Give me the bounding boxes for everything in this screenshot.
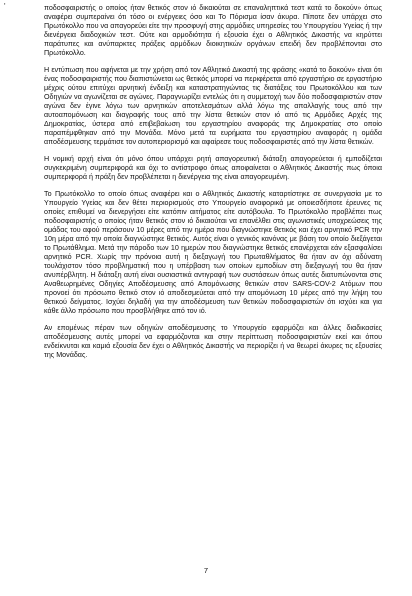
paragraph-3: Η νομική αρχή είναι ότι μόνο όπου υπάρχει ρητή απαγορευτική διάταξη απαγορεύεται ή εμποδίζεται συγκεκριμένη συμπεριφορά και όχι το αντίστροφο όπως αποφαίνεται ο Αθλητικός Δικαστής πως όποια συμπεριφορά ή πράξη δεν προβλέπεται η διενέργεια της είναι απαγορευμένη. [44, 155, 382, 181]
corner-mark: ' [4, 2, 6, 11]
document-body [44, 4, 382, 368]
page-number: 7 [203, 566, 209, 575]
paragraph-1: ποδοσφαιριστής ο οποίος ήταν θετικός στον ιό δικαιούται σε επαναληπτικά τεστ κατά το δοκούν» όπως αναφέρει συμπεραίνει ότι τόσο οι ενέργειες όσο και Το Πόρισμα ίσαν άκυρα. Πίποτε δεν υπάρχει στο Πρωτόκολλο που να απαγορεύει είτε την προσφυγή στης αρμόδιες υπηρεσίες του Υπουργείου Υγείας ή την διενέργεια διαδοχικών τεστ. Ούτε και αρμοδιότητα ή εξουσία έχει ο Αθλητικός Δικαστής να κηρύττει παράτυπες και ανύπαρκτες πράξεις αρμόδιων διοικητικών οργάνων επειδή δεν προβλέπονται στο Πρωτόκολλο. [44, 4, 382, 57]
paragraph-4: Το Πρωτόκολλο το οποίο όπως αναφέρει και ο Αθλητικός Δικαστής καταρτίστηκε σε συνεργασία με το Υπουργείο Υγείας και δεν θέτει περιορισμούς στο Υπουργείο αναφορικά με οποιεσδήποτε έρευνες τις οποίες επιθυμεί να διενεργήσει είτε κατόπιν αιτήματος είτε αυτόβουλα. Το Πρωτόκολλο προβλέπει πως ποδοσφαιριστής ο οποίος ήταν θετικός στον ιό δικαιούται να επανέλθει στις αγωνιστικές υποχρεώσεις της ομάδας του αφού περάσουν 10 μέρες από την ημέρα που διαγνώστηκε θετικός και έχει αρνητικό PCR την 10η μέρα από την οποία διαγνώστηκε θετικός. Αυτός είναι ο γενικός κανόνας με βάση τον οποίο διεξάγεται το Πρωτάθλημα. Μετά την πάροδο των 10 ημερών που διαγνώστηκε θετικός επανέρχεται εάν εξασφαλίσει αρνητικό PCR. Χωρίς την πρόνοια αυτή η διεξαγωγή του Πρωταθλήματος θα ήταν αν όχι αδύνατη τουλάχιστον τόσο προβληματική που η υπέρβαση των οποίων εμποδίων στη διεξαγωγή του θα ήταν ανυπέρβλητη. Η διάταξη αυτή είναι ουσιαστικά αντιγραφή των συστάσεων όπως αυτές διατυπώνονται στις Αναθεωρημένες Οδηγίες Αποδέσμευσης από Απομόνωσης θετικών στον SARS-COV-2 Ατόμων που προνοεί ότι πρόσωπο θετικό στον ιό αποδεσμεύεται από την απομόνωση 10 μέρες από την λήψη του θετικού δείγματος. Ισχύει δηλαδή για την αποδέσμευση των θετικών ποδοσφαιριστών ότι ισχύει και για κάθε άλλο πρόσωπο που προσβλήθηκε από τον ιό. [44, 190, 382, 315]
paragraph-5: Αν επομένως πέραν των οδηγιών αποδέσμευσης το Υπουργείο εφαρμόζει και άλλες διαδικασίες αποδέσμευσης αυτές μπορεί να εφαρμόζονται και στην περίπτωση ποδοσφαιριστών εκεί και όπου ενδείκνυται και καμιά εξουσία δεν έχει ο Αθλητικός Δικαστής να περιορίζει ή να θεωρεί άκυρες τις εξουσίες της Μονάδας. [44, 324, 382, 359]
paragraph-2: Η εντύπωση που αφήνεται με την χρήση από τον Αθλητικό Δικαστή της φράσης «κατά το δοκούν» είναι ότι ένας ποδοσφαιριστής που διαπιστώνεται ως θετικός μπορεί να περιφέρεται από εργαστήριο σε εργαστήριο μέχρις ούτου επιτύχει αρνητική ένδειξη και καταστρατηγώντας τις διατάξεις του Πρωτοκόλλου και των Οδηγιών να αγωνίζεται σε αγώνες. Παραγνωρίζει εντελώς ότι η συμμετοχή των δύο ποδοσφαιριστών στον αγώνα δεν έγινε λόγω των αρνητικών αποτελεσμάτων αλλά λόγω της απαλλαγής τους από την αυτοαπομόνωση και διαγραφής τους από την λίστα θετικών στον ιό από τις Αρμόδιες Αρχές της Δημοκρατίας, ύστερα από επιβεβαίωση του εργαστηρίου αναφοράς της Δημοκρατίας στο οποίο παραπέμφθηκαν από την Μονάδα. Μόνο μετά τα ευρήματα του εργαστηρίου αναφοράς η ομάδα αποδέσμευσης τερμάτισε τον αυτοπεριορισμό και αφαίρεσε τους ποδοσφαιριστές από την λίστα θετικών. [44, 66, 382, 146]
